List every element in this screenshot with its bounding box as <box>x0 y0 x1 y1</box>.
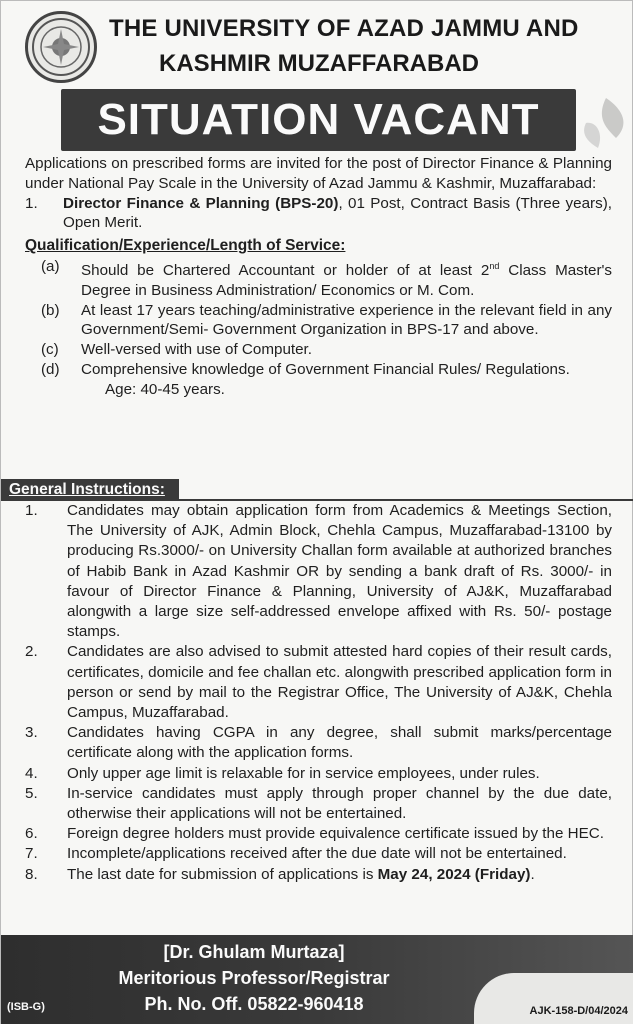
qualification-heading: Qualification/Experience/Length of Service: <box>25 237 346 255</box>
leaf-decoration-icon <box>576 93 633 153</box>
instruction-item: 4. Only upper age limit is relaxable for in service employees, under rules. <box>25 764 540 782</box>
instruction-item: 1. Candidates may obtain application form from Academics & Meetings Section, The University of AJK, Admin Block, Chehla Campus, Muzaffarabad-13100 by producing Rs.3000/- on University Challan form available at authorized branches of Habib Bank in Azad Kashmir OR by sending a bank draft of Rs. 3000/- in favour of Director Finance & Planning, University of AJ&K, Muzaffarabad alongwith a large size self-addressed envelope affixed with Rs. 50/- postage stamps. <box>25 502 612 641</box>
qualification-item: (a) Should be Chartered Accountant or holder of at least 2nd Class Master's Degree in Business Administration/ Economics or M. Com. <box>41 257 612 299</box>
post-details: , 01 Post, Contract Basis (Three years), Open Merit. <box>63 194 612 232</box>
reference-code: AJK-158-D/04/2024 <box>529 1005 628 1017</box>
university-title-line2: KASHMIR MUZAFFARABAD <box>159 50 479 77</box>
registrar-designation: Meritorious Professor/Registrar <box>118 968 390 988</box>
university-title-line1: THE UNIVERSITY OF AZAD JAMMU AND <box>109 15 579 42</box>
post-item <box>1 194 633 234</box>
post-number: 1. <box>25 194 38 212</box>
post-title: Director Finance & Planning (BPS-20) <box>63 194 339 212</box>
instruction-item: 2. Candidates are also advised to submit attested hard copies of their result cards, certificates, domicile and fee challan etc. alongwith prescribed application form in person or send by mail to the Registrar Office, The University of AJ&K, Chehla Campus, Muzaffarabad. <box>25 643 612 722</box>
situation-vacant-banner: SITUATION VACANT <box>61 89 576 151</box>
qualification-item: (d) Comprehensive knowledge of Government Financial Rules/ Regulations. <box>41 361 570 379</box>
age-requirement: Age: 40-45 years. <box>105 380 225 398</box>
qualification-item: (b) At least 17 years teaching/administrative experience in the relevant field in any Government/Semi- Government Organization in BPS-17 and above. <box>41 301 612 339</box>
general-instructions-heading: General Instructions: <box>1 479 179 500</box>
qualification-item: (c) Well-versed with use of Computer. <box>41 341 313 359</box>
last-date: May 24, 2024 (Friday) <box>377 865 531 883</box>
isb-code: (ISB-G) <box>7 1001 45 1013</box>
registrar-name: [Dr. Ghulam Murtaza] <box>163 942 345 962</box>
header <box>1 1 633 151</box>
instruction-item: 7. Incomplete/applications received after the due date will not be entertained. <box>25 845 567 863</box>
university-seal-icon <box>25 11 97 83</box>
instruction-item: 3. Candidates having CGPA in any degree, shall submit marks/percentage certificate along with the application forms. <box>25 724 612 762</box>
qualification-list <box>1 256 633 400</box>
office-phone: Ph. No. Off. 05822-960418 <box>144 994 364 1014</box>
intro-paragraph: Applications on prescribed forms are invited for the post of Director Finance & Planning under National Pay Scale in the University of Azad Jammu & Kashmir, Muzaffarabad: <box>25 155 612 192</box>
instruction-item: 8. The last date for submission of applications is May 24, 2024 (Friday). <box>25 865 535 883</box>
main-content <box>1 154 633 400</box>
instruction-item: 5. In-service candidates must apply through proper channel by the due date, otherwise their applications will not be entertained. <box>25 784 612 823</box>
general-instructions-list <box>1 501 633 885</box>
instruction-item: 6. Foreign degree holders must provide equivalence certificate issued by the HEC. <box>25 825 604 843</box>
footer <box>1 935 633 1024</box>
signature-block <box>99 939 409 1017</box>
